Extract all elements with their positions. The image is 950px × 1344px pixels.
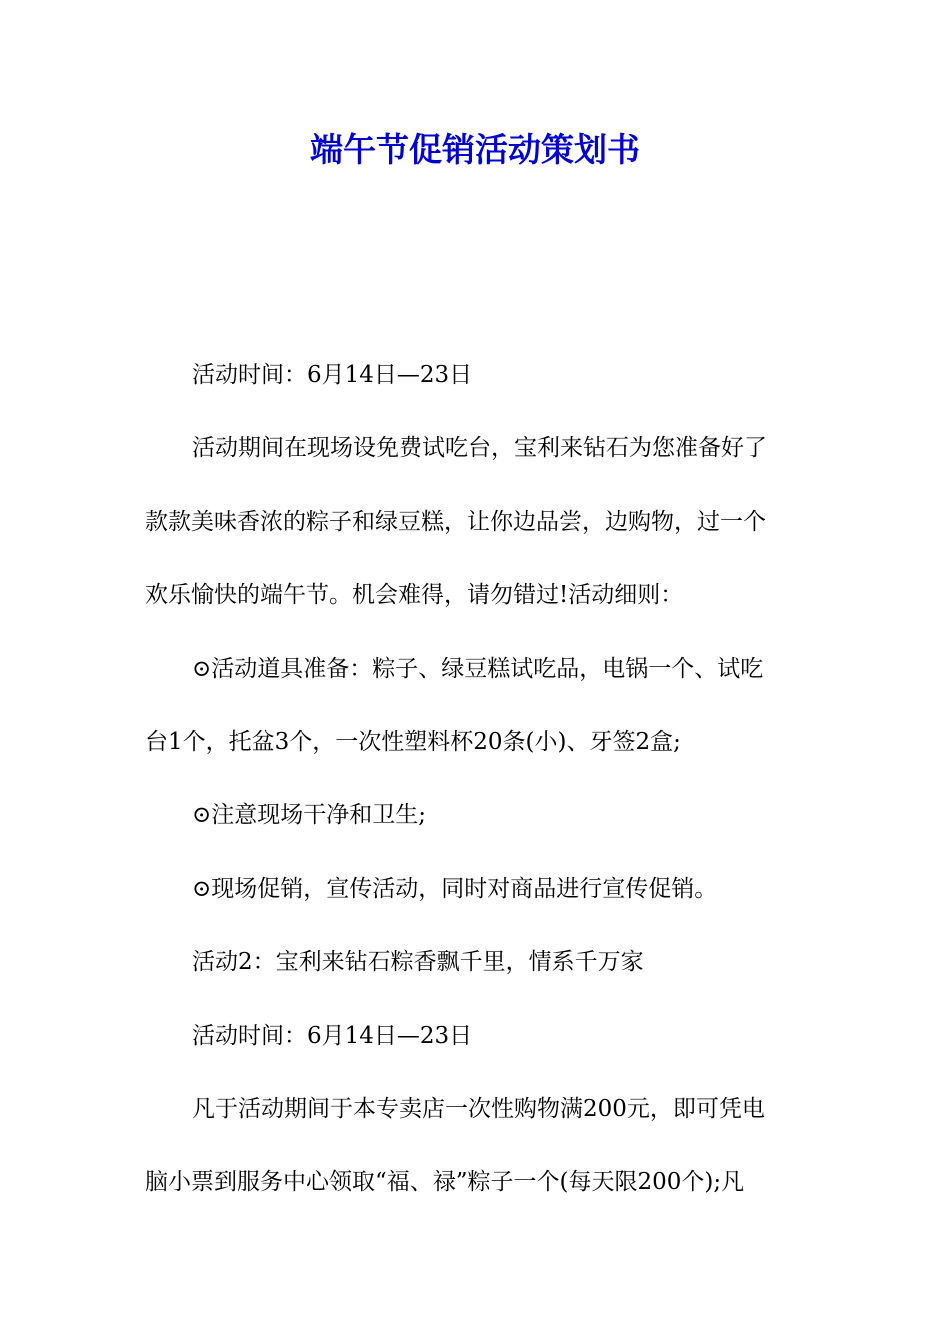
body-line: 活动2：宝利来钻石粽香飘千里，情系千万家	[192, 949, 644, 976]
body-lines	[145, 339, 810, 1220]
body-line: 活动时间：6月14日—23日	[192, 362, 473, 388]
body-line: ⊙注意现场干净和卫生;	[192, 802, 427, 829]
body-line: 台1个，托盆3个，一次性塑料杯20条(小)、牙签2盒;	[145, 729, 681, 756]
body-line: 凡于活动期间于本专卖店一次性购物满200元，即可凭电	[192, 1096, 765, 1123]
body-line: ⊙现场促销，宣传活动，同时对商品进行宣传促销。	[192, 875, 718, 902]
body-line: ⊙活动道具准备：粽子、绿豆糕试吃品，电锅一个、试吃	[192, 655, 764, 682]
document-title: 端午节促销活动策划书	[310, 130, 640, 169]
body-line: 款款美味香浓的粽子和绿豆糕，让你边品尝，边购物，过一个	[145, 508, 766, 535]
body-line: 活动时间：6月14日—23日	[192, 1022, 473, 1049]
body-line: 活动期间在现场设免费试吃台，宝利来钻石为您准备好了	[192, 435, 767, 462]
body-line: 欢乐愉快的端午节。机会难得，请勿错过!活动细则：	[145, 582, 684, 609]
body-line: 脑小票到服务中心领取“福、禄”粽子一个(每天限200个);凡	[145, 1169, 745, 1196]
document-body	[145, 339, 810, 1220]
